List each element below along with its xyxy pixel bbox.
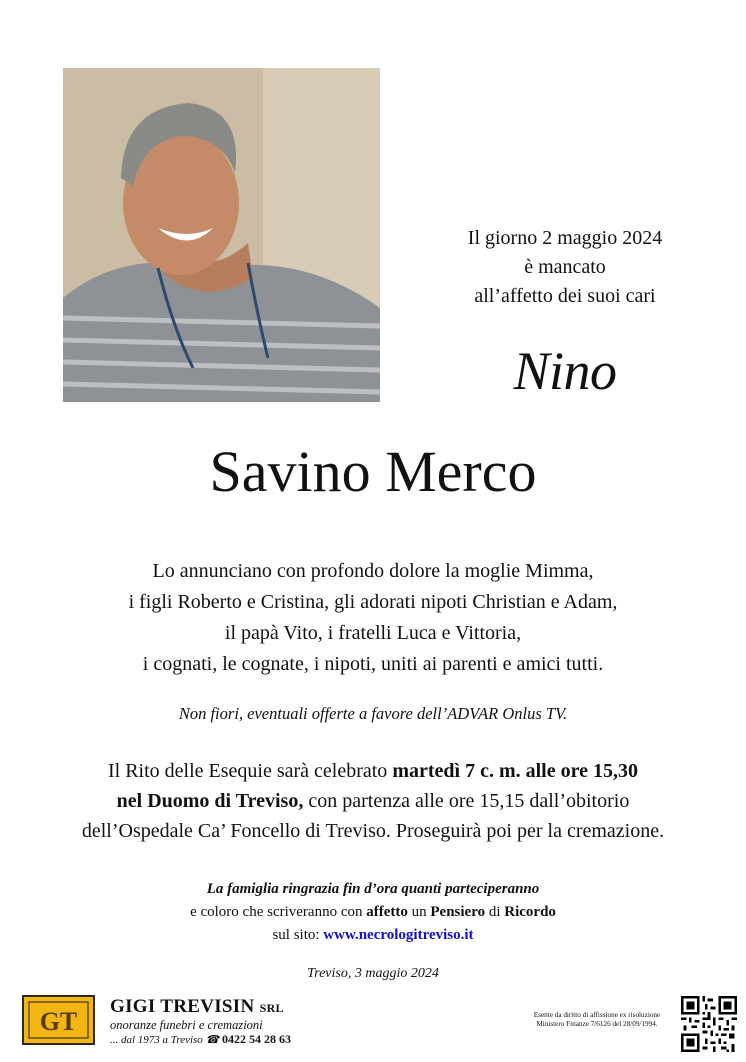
announcement bbox=[20, 556, 726, 680]
portrait-photo bbox=[63, 68, 380, 402]
thanks-text: sul sito: bbox=[272, 927, 324, 943]
ceremony-text: con partenza alle ore 15,15 dall’obitorio bbox=[303, 790, 630, 812]
logo-text: GT bbox=[39, 1007, 78, 1036]
exempt-line: Esente da diritto di affissione ex risoluzione bbox=[533, 1011, 661, 1019]
company-name bbox=[110, 996, 284, 1018]
death-notice-intro bbox=[420, 224, 710, 311]
ceremony-details bbox=[10, 756, 736, 846]
dateline: Treviso, 3 maggio 2024 bbox=[307, 966, 439, 981]
company-suffix: SRL bbox=[259, 1001, 284, 1015]
flowers-note: Non fiori, eventuali offerte a favore dell’ADVAR Onlus TV. bbox=[178, 704, 568, 723]
ceremony-line-2 bbox=[10, 786, 736, 816]
announcement-line: i cognati, le cognate, i nipoti, uniti ai parenti e amici tutti. bbox=[142, 653, 604, 675]
deceased-name: Savino Merco bbox=[209, 439, 537, 504]
company-tagline: onoranze funebri e cremazioni bbox=[110, 1018, 263, 1032]
thanks-emphasis: Pensiero bbox=[430, 904, 486, 920]
ceremony-location: nel Duomo di Treviso, bbox=[116, 790, 304, 812]
thanks-text: e coloro che scriveranno con bbox=[190, 904, 367, 920]
thanks-line-3 bbox=[20, 924, 726, 947]
announcement-line: il papà Vito, i fratelli Luca e Vittoria, bbox=[224, 622, 522, 644]
thanks-line-1 bbox=[20, 878, 726, 901]
intro-line: all’affetto dei suoi cari bbox=[474, 285, 656, 307]
intro-line: è mancato bbox=[524, 256, 606, 278]
since-text: ... dal 1973 a Treviso bbox=[110, 1034, 203, 1046]
nickname: Nino bbox=[513, 341, 617, 401]
company-since bbox=[110, 1032, 291, 1047]
tax-exemption-note bbox=[512, 1011, 682, 1029]
company-logo bbox=[22, 995, 95, 1045]
announcement-line: i figli Roberto e Cristina, gli adorati nipoti Christian e Adam, bbox=[128, 591, 618, 613]
thanks-text: La famiglia ringrazia fin d’ora quanti parteciperanno bbox=[206, 881, 540, 897]
phone-number: 0422 54 28 63 bbox=[222, 1032, 291, 1046]
thanks-emphasis: affetto bbox=[366, 904, 408, 920]
thanks-text: di bbox=[485, 904, 505, 920]
qr-code[interactable] bbox=[681, 996, 737, 1052]
thanks-emphasis: Ricordo bbox=[504, 904, 556, 920]
thanks-line-2 bbox=[20, 901, 726, 924]
thanks-note bbox=[20, 878, 726, 947]
thanks-text: un bbox=[407, 904, 431, 920]
phone-icon: ☎ bbox=[205, 1034, 220, 1046]
exempt-line: Ministero Finanze 7/6126 del 28/09/1994. bbox=[536, 1020, 658, 1028]
ceremony-text: Il Rito delle Esequie sarà celebrato bbox=[107, 760, 393, 782]
ceremony-datetime: martedì 7 c. m. alle ore 15,30 bbox=[392, 760, 638, 782]
ceremony-line-1 bbox=[10, 756, 736, 786]
website-link[interactable]: www.necrologitreviso.it bbox=[323, 927, 474, 943]
ceremony-line-3: dell’Ospedale Ca’ Foncello di Treviso. Proseguirà poi per la cremazione. bbox=[81, 820, 665, 842]
intro-line: Il giorno 2 maggio 2024 bbox=[467, 227, 663, 249]
announcement-line: Lo annunciano con profondo dolore la moglie Mimma, bbox=[152, 560, 594, 582]
company-name-text: GIGI TREVISIN bbox=[110, 996, 255, 1017]
